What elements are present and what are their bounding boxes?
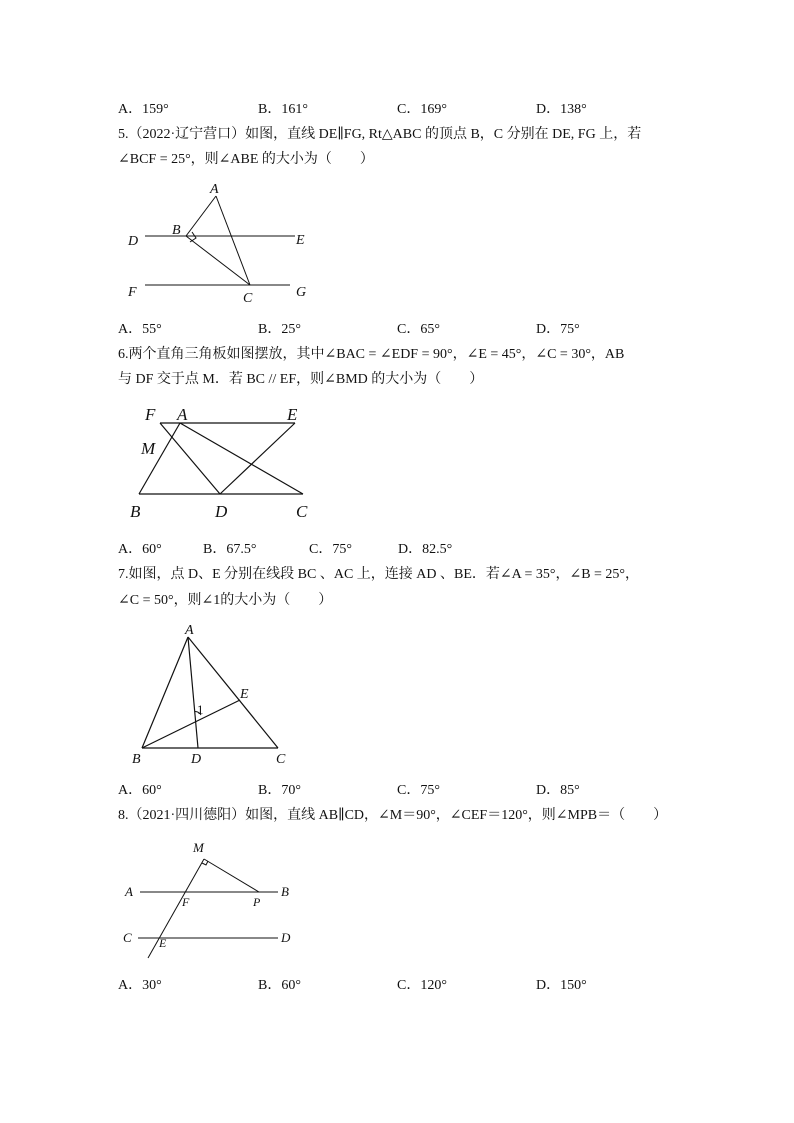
q8-stem-line1: 8.（2021·四川德阳）如图，直线 AB∥CD，∠M＝90°，∠CEF＝120°，则∠MPB＝（ ） bbox=[118, 808, 668, 823]
q6-label-m: M bbox=[141, 439, 156, 458]
q8-option-b: B．60° bbox=[258, 978, 301, 993]
q5-label-e: E bbox=[296, 233, 305, 248]
q6-option-b: B．67.5° bbox=[203, 542, 257, 557]
q6-label-f: F bbox=[145, 405, 156, 424]
q8-option-a: A．30° bbox=[118, 978, 162, 993]
q7-segment-ab bbox=[142, 637, 188, 748]
q6-label-d: D bbox=[215, 502, 228, 521]
q7-label-e: E bbox=[240, 687, 249, 702]
q5-option-c: C．65° bbox=[397, 322, 440, 337]
q8-label-f: F bbox=[182, 895, 190, 909]
q8-label-m: M bbox=[193, 840, 204, 855]
q7-stem-line1: 7.如图，点 D、E 分别在线段 BC 、AC 上，连接 AD 、BE．若∠A = 35°，∠B = 25°， bbox=[118, 567, 640, 582]
q8-line-mf-extended bbox=[148, 859, 204, 958]
q5-option-b: B．25° bbox=[258, 322, 301, 337]
q5-right-angle-mark bbox=[190, 232, 196, 242]
q5-option-a: A．55° bbox=[118, 322, 162, 337]
q7-label-1: 1 bbox=[197, 702, 204, 717]
q4-option-a: A．159° bbox=[118, 102, 169, 117]
q6-option-c: C．75° bbox=[309, 542, 352, 557]
q7-option-d: D．85° bbox=[536, 783, 580, 798]
q5-figure bbox=[120, 178, 320, 310]
q5-label-b: B bbox=[172, 223, 181, 238]
q5-label-g: G bbox=[296, 285, 307, 300]
q6-option-d: D．82.5° bbox=[398, 542, 453, 557]
q6-label-c: C bbox=[296, 502, 308, 521]
q7-option-c: C．75° bbox=[397, 783, 440, 798]
q4-option-d: D．138° bbox=[536, 102, 587, 117]
q6-segment-fd bbox=[160, 423, 220, 494]
q8-figure bbox=[118, 836, 308, 966]
q5-label-f: F bbox=[128, 285, 137, 300]
q7-segment-be bbox=[142, 700, 240, 748]
q7-stem-line2: ∠C = 50°，则∠1的大小为（ ） bbox=[118, 593, 333, 608]
q7-figure bbox=[125, 620, 305, 770]
q7-label-c: C bbox=[276, 752, 286, 767]
q6-label-b: B bbox=[130, 502, 141, 521]
q7-label-a: A bbox=[185, 623, 194, 638]
q4-option-c: C．169° bbox=[397, 102, 447, 117]
q7-option-a: A．60° bbox=[118, 783, 162, 798]
q7-segment-ad bbox=[188, 637, 198, 748]
q8-label-c: C bbox=[123, 930, 132, 945]
q8-option-c: C．120° bbox=[397, 978, 447, 993]
q5-segment-ab bbox=[186, 196, 216, 236]
q6-segment-ab bbox=[139, 423, 180, 494]
q5-label-c: C bbox=[243, 291, 253, 306]
q7-option-b: B．70° bbox=[258, 783, 301, 798]
q7-label-d: D bbox=[191, 752, 202, 767]
q6-label-a: A bbox=[177, 405, 188, 424]
q8-label-a: A bbox=[125, 884, 133, 899]
q6-option-a: A．60° bbox=[118, 542, 162, 557]
q6-stem-line1: 6.两个直角三角板如图摆放，其中∠BAC = ∠EDF = 90°，∠E = 45°，∠C = 30°，AB bbox=[118, 347, 625, 362]
q5-stem-line2: ∠BCF = 25°，则∠ABE 的大小为（ ） bbox=[118, 152, 374, 167]
q7-label-b: B bbox=[132, 752, 141, 767]
q5-label-d: D bbox=[128, 234, 139, 249]
q6-label-e: E bbox=[287, 405, 298, 424]
q5-stem-line1: 5.（2022·辽宁营口）如图，直线 DE∥FG, Rt△ABC 的顶点 B，C 分别在 DE, FG 上，若 bbox=[118, 127, 642, 142]
q6-figure bbox=[125, 400, 325, 525]
q4-option-b: B．161° bbox=[258, 102, 308, 117]
q8-label-p: P bbox=[253, 895, 261, 909]
q8-segment-mp bbox=[204, 859, 259, 892]
q5-label-a: A bbox=[210, 182, 219, 197]
q8-label-e: E bbox=[159, 936, 167, 950]
q8-option-d: D．150° bbox=[536, 978, 587, 993]
q7-segment-ac bbox=[188, 637, 278, 748]
q8-label-b: B bbox=[281, 884, 289, 899]
q6-stem-line2: 与 DF 交于点 M．若 BC // EF，则∠BMD 的大小为（ ） bbox=[118, 372, 484, 387]
q8-label-d: D bbox=[281, 930, 291, 945]
q5-option-d: D．75° bbox=[536, 322, 580, 337]
